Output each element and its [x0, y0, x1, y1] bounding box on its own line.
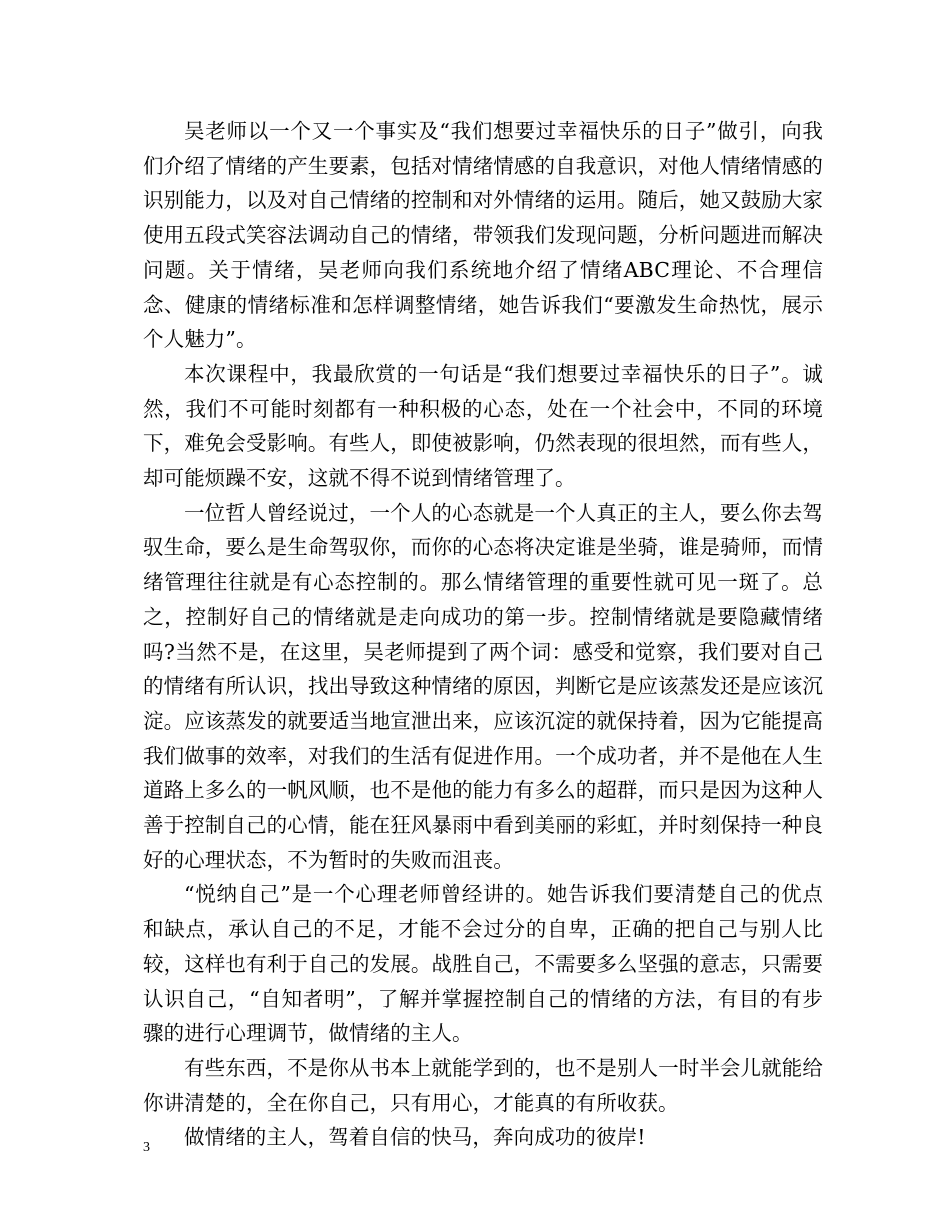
page-number: 3	[143, 1140, 150, 1155]
document-body	[143, 114, 823, 1155]
paragraph-6: 做情绪的主人，驾着自信的快马，奔向成功的彼岸!	[184, 1125, 646, 1150]
paragraph-3: 一位哲人曾经说过，一个人的心态就是一个人真正的主人，要么你去驾驭生命，要么是生命驾驭你，而你的心态将决定谁是坐骑，谁是骑师，而情绪管理往往就是有心态控制的。那么情绪管理的重要性就可见一斑了。总之，控制好自己的情绪就是走向成功的第一步。控制情绪就是要隐藏情绪吗?当然不是，在这里，吴老师提到了两个词：感受和觉察，我们要对自己的情绪有所认识，找出导致这种情绪的原因，判断它是应该蒸发还是应该沉淀。应该蒸发的就要适当地宣泄出来，应该沉淀的就保持着，因为它能提高我们做事的效率，对我们的生活有促进作用。一个成功者，并不是他在人生道路上多么的一帆风顺，也不是他的能力有多么的超群，而只是因为这种人善于控制自己的心情，能在狂风暴雨中看到美丽的彩虹，并时刻保持一种良好的心理状态，不为暂时的失败而沮丧。	[143, 500, 823, 872]
paragraph-2: 本次课程中，我最欣赏的一句话是“我们想要过幸福快乐的日子”。诚然，我们不可能时刻都有一种积极的心态，处在一个社会中，不同的环境下，难免会受影响。有些人，即使被影响，仍然表现的很坦然，而有些人，却可能烦躁不安，这就不得不说到情绪管理了。	[143, 361, 823, 491]
paragraph-4: “悦纳自己”是一个心理老师曾经讲的。她告诉我们要清楚自己的优点和缺点，承认自己的不足，才能不会过分的自卑，正确的把自己与别人比较，这样也有利于自己的发展。战胜自己，不需要多么坚强的意志，只需要认识自己，“自知者明”，了解并掌握控制自己的情绪的方法，有目的有步骤的进行心理调节，做情绪的主人。	[143, 882, 823, 1046]
paragraph-1: 吴老师以一个又一个事实及“我们想要过幸福快乐的日子”做引，向我们介绍了情绪的产生要素，包括对情绪情感的自我意识，对他人情绪情感的识别能力，以及对自己情绪的控制和对外情绪的运用。随后，她又鼓励大家使用五段式笑容法调动自己的情绪，带领我们发现问题，分析问题进而解决问题。关于情绪，吴老师向我们系统地介绍了情绪ABC理论、不合理信念、健康的情绪标准和怎样调整情绪，她告诉我们“要激发生命热忱，展示个人魅力”。	[143, 119, 823, 352]
paragraph-5: 有些东西，不是你从书本上就能学到的，也不是别人一时半会儿就能给你讲清楚的，全在你自己，只有用心，才能真的有所收获。	[143, 1055, 823, 1115]
